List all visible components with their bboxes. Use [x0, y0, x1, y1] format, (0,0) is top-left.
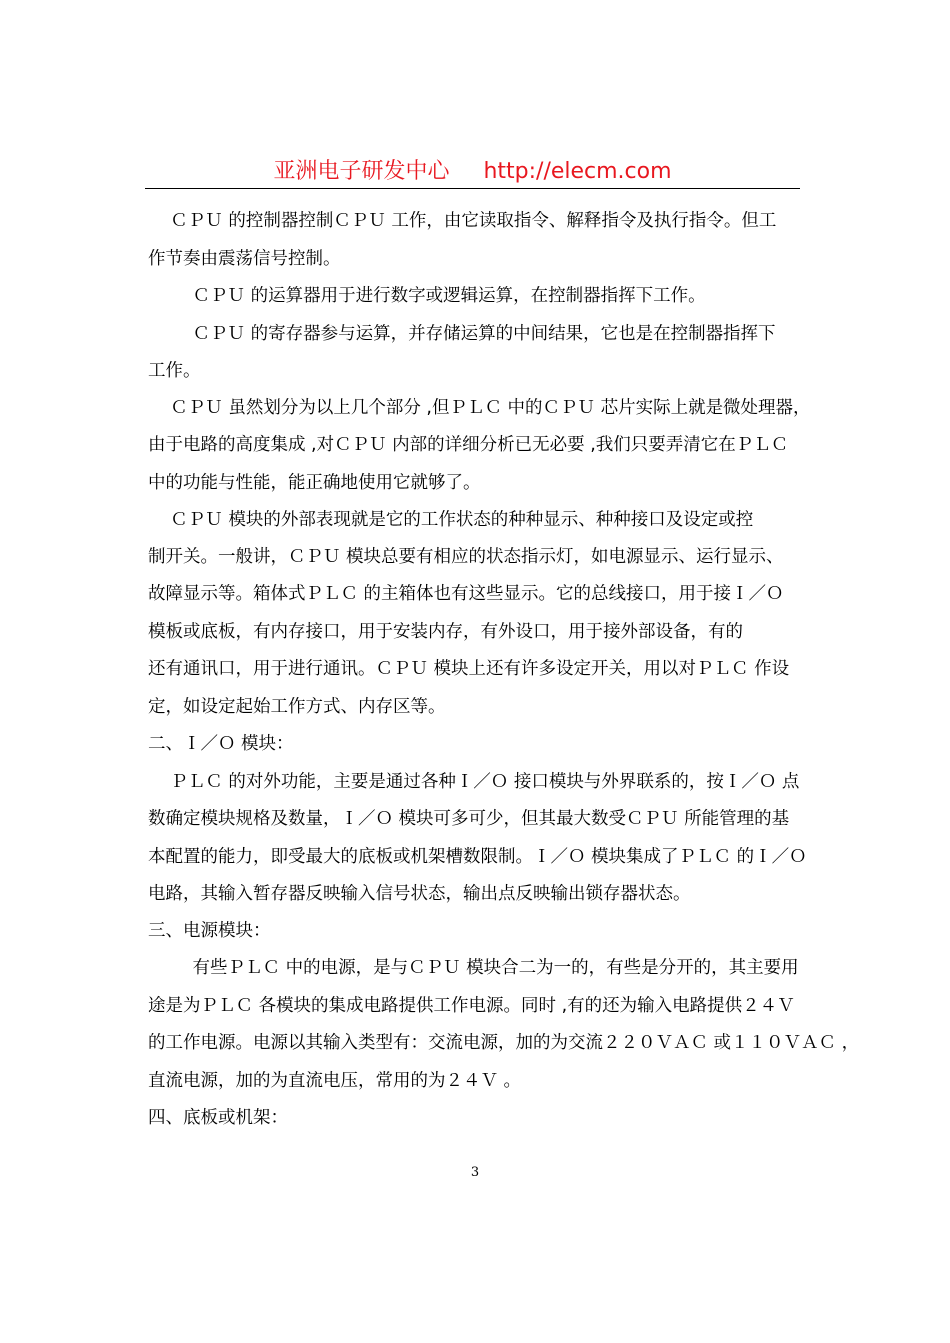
- header-url[interactable]: http://elecm.com: [483, 159, 672, 184]
- body-line: 途是为ＰＬＣ 各模块的集成电路提供工作电源。同时 ,有的还为输入电路提供２４Ｖ: [148, 996, 795, 1016]
- body-line: 有些ＰＬＣ 中的电源，是与ＣＰＵ 模块合二为一的，有些是分开的，其主要用: [148, 958, 799, 978]
- body-line: 模板或底板，有内存接口，用于安装内存，有外设口，用于接外部设备，有的: [148, 622, 743, 642]
- body-line: ＣＰＵ 模块的外部表现就是它的工作状态的种种显示、种种接口及设定或控: [148, 510, 754, 530]
- page-number: 3: [470, 1165, 480, 1180]
- body-line: 制开关。一般讲，ＣＰＵ 模块总要有相应的状态指示灯，如电源显示、运行显示、: [148, 547, 784, 567]
- header-center-name: 亚洲电子研发中心: [273, 159, 450, 184]
- body-line: 故障显示等。箱体式ＰＬＣ 的主箱体也有这些显示。它的总线接口，用于接Ｉ／Ｏ: [148, 584, 784, 604]
- section-heading: 四、底板或机架：: [148, 1108, 288, 1128]
- section-heading: 二、Ｉ／Ｏ 模块：: [148, 734, 294, 754]
- body-line: 直流电源，加的为直流电压，常用的为２４Ｖ 。: [148, 1071, 522, 1091]
- body-line: ＣＰＵ 虽然划分为以上几个部分 ,但ＰＬＣ 中的ＣＰＵ 芯片实际上就是微处理器，: [148, 398, 811, 418]
- body-line: 电路，其输入暂存器反映输入信号状态，输出点反映输出锁存器状态。: [148, 884, 691, 904]
- section-heading: 三、电源模块：: [148, 921, 271, 941]
- body-line: 还有通讯口，用于进行通讯。ＣＰＵ 模块上还有许多设定开关，用以对ＰＬＣ 作设: [148, 659, 790, 679]
- body-line: 由于电路的高度集成 ,对ＣＰＵ 内部的详细分析已无必要 ,我们只要弄清它在ＰＬＣ: [148, 435, 789, 455]
- body-line: 作节奏由震荡信号控制。: [148, 249, 341, 269]
- body-line: ＰＬＣ 的对外功能，主要是通过各种Ｉ／Ｏ 接口模块与外界联系的，按Ｉ／Ｏ 点: [148, 772, 800, 792]
- body-line: 工作。: [148, 361, 201, 381]
- document-header: [145, 156, 800, 188]
- body-line: ＣＰＵ 的寄存器参与运算，并存储运算的中间结果，它也是在控制器指挥下: [148, 324, 776, 344]
- body-line: 中的功能与性能，能正确地使用它就够了。: [148, 473, 481, 493]
- body-line: ＣＰＵ 的运算器用于进行数字或逻辑运算，在控制器指挥下工作。: [148, 286, 706, 306]
- body-line: 数确定模块规格及数量，Ｉ／Ｏ 模块可多可少，但其最大数受ＣＰＵ 所能管理的基: [148, 809, 790, 829]
- header-divider: [145, 188, 800, 189]
- body-line: 定，如设定起始工作方式、内存区等。: [148, 697, 446, 717]
- body-line: ＣＰＵ 的控制器控制ＣＰＵ 工作，由它读取指令、解释指令及执行指令。但工: [148, 211, 777, 231]
- body-line: 本配置的能力，即受最大的底板或机架槽数限制。Ｉ／Ｏ 模块集成了ＰＬＣ 的Ｉ／Ｏ: [148, 847, 807, 867]
- body-line: 的工作电源。电源以其输入类型有：交流电源，加的为交流２２０ＶＡＣ 或１１０ＶＡＣ ，: [148, 1033, 860, 1053]
